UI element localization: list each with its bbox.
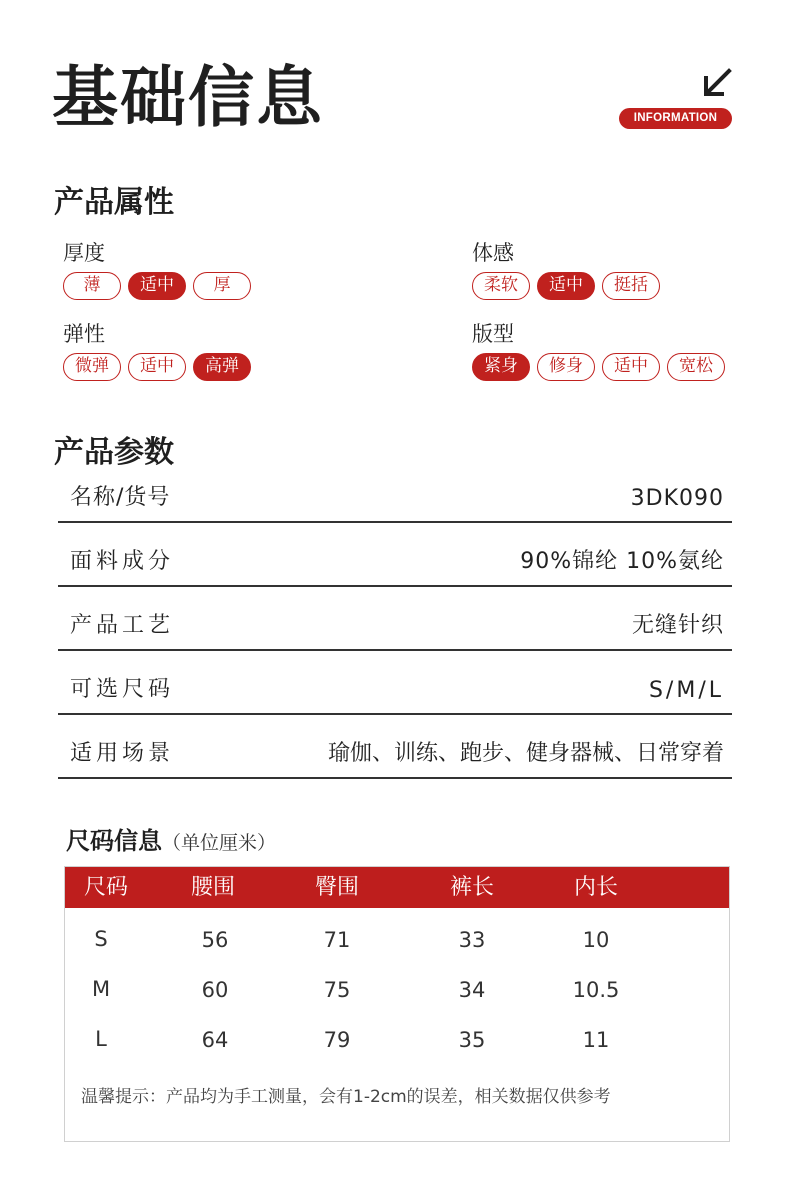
attr-group-elasticity xyxy=(63,320,251,381)
information-badge: INFORMATION xyxy=(619,108,732,129)
param-row-name xyxy=(58,459,732,523)
param-value: 3DK090 xyxy=(630,486,724,511)
pill-medium-selected: 适中 xyxy=(537,272,595,300)
table-cell: 71 xyxy=(323,928,351,952)
size-unit-text: （单位厘米） xyxy=(162,832,277,854)
pill-soft: 柔软 xyxy=(472,272,530,300)
pill-slight-stretch: 微弹 xyxy=(63,353,121,381)
param-label: 适用场景 xyxy=(70,741,175,766)
param-value: 无缝针织 xyxy=(631,613,724,638)
param-label: 名称/货号 xyxy=(70,485,171,510)
size-table-header xyxy=(65,867,729,908)
param-row-usage xyxy=(58,715,732,779)
table-cell: 56 xyxy=(201,928,229,952)
param-value: 瑜伽、训练、跑步、健身器械、日常穿着 xyxy=(327,741,724,766)
pill-regular: 适中 xyxy=(602,353,660,381)
table-cell: S xyxy=(94,927,108,951)
param-label: 产品工艺 xyxy=(70,613,175,638)
table-cell: 75 xyxy=(323,978,351,1002)
table-cell: 64 xyxy=(201,1028,229,1052)
table-cell: 34 xyxy=(458,978,486,1002)
param-value: 90%锦纶 10%氨纶 xyxy=(520,549,724,574)
page-title: 基础信息 xyxy=(52,59,324,136)
pill-tight-selected: 紧身 xyxy=(472,353,530,381)
table-cell: 10.5 xyxy=(572,978,620,1002)
attr-group-feel xyxy=(472,239,660,300)
attr-label-elasticity: 弹性 xyxy=(63,322,105,346)
table-cell: 10 xyxy=(582,928,610,952)
attr-group-thickness xyxy=(63,239,251,300)
attr-label-feel: 体感 xyxy=(472,241,514,265)
attr-label-thickness: 厚度 xyxy=(63,241,105,265)
pill-slim: 修身 xyxy=(537,353,595,381)
pill-high-stretch-selected: 高弹 xyxy=(193,353,251,381)
table-cell: M xyxy=(91,977,111,1001)
param-row-fabric xyxy=(58,523,732,587)
size-table xyxy=(64,866,730,1142)
pill-medium: 适中 xyxy=(128,353,186,381)
table-cell: 11 xyxy=(582,1028,610,1052)
attr-group-fit xyxy=(472,320,725,381)
param-row-sizes xyxy=(58,651,732,715)
pill-thin: 薄 xyxy=(63,272,121,300)
header-size: 尺码 xyxy=(83,875,128,900)
params-section-title: 产品参数 xyxy=(54,435,174,470)
table-cell: 35 xyxy=(458,1028,486,1052)
table-cell: 79 xyxy=(323,1028,351,1052)
table-cell: L xyxy=(95,1027,107,1051)
param-label: 可选尺码 xyxy=(70,677,175,702)
attributes-section-title: 产品属性 xyxy=(54,185,174,220)
size-section-title xyxy=(66,825,276,859)
arrow-down-left-icon xyxy=(700,66,734,100)
size-title-text: 尺码信息 xyxy=(66,827,162,855)
param-value: S/M/L xyxy=(648,678,724,703)
pill-loose: 宽松 xyxy=(667,353,725,381)
table-cell: 60 xyxy=(201,978,229,1002)
pill-thick: 厚 xyxy=(193,272,251,300)
pill-stiff: 挺括 xyxy=(602,272,660,300)
attr-label-fit: 版型 xyxy=(472,322,514,346)
measurement-tip: 温馨提示：产品均为手工测量，会有1-2cm的误差，相关数据仅供参考 xyxy=(81,1087,611,1107)
param-label: 面料成分 xyxy=(70,549,175,574)
header-hip: 臀围 xyxy=(314,875,359,900)
table-cell: 33 xyxy=(458,928,486,952)
pill-medium-selected: 适中 xyxy=(128,272,186,300)
header-waist: 腰围 xyxy=(190,875,235,900)
header-inseam: 内长 xyxy=(573,875,618,900)
header-length: 裤长 xyxy=(449,875,494,900)
param-row-craft xyxy=(58,587,732,651)
